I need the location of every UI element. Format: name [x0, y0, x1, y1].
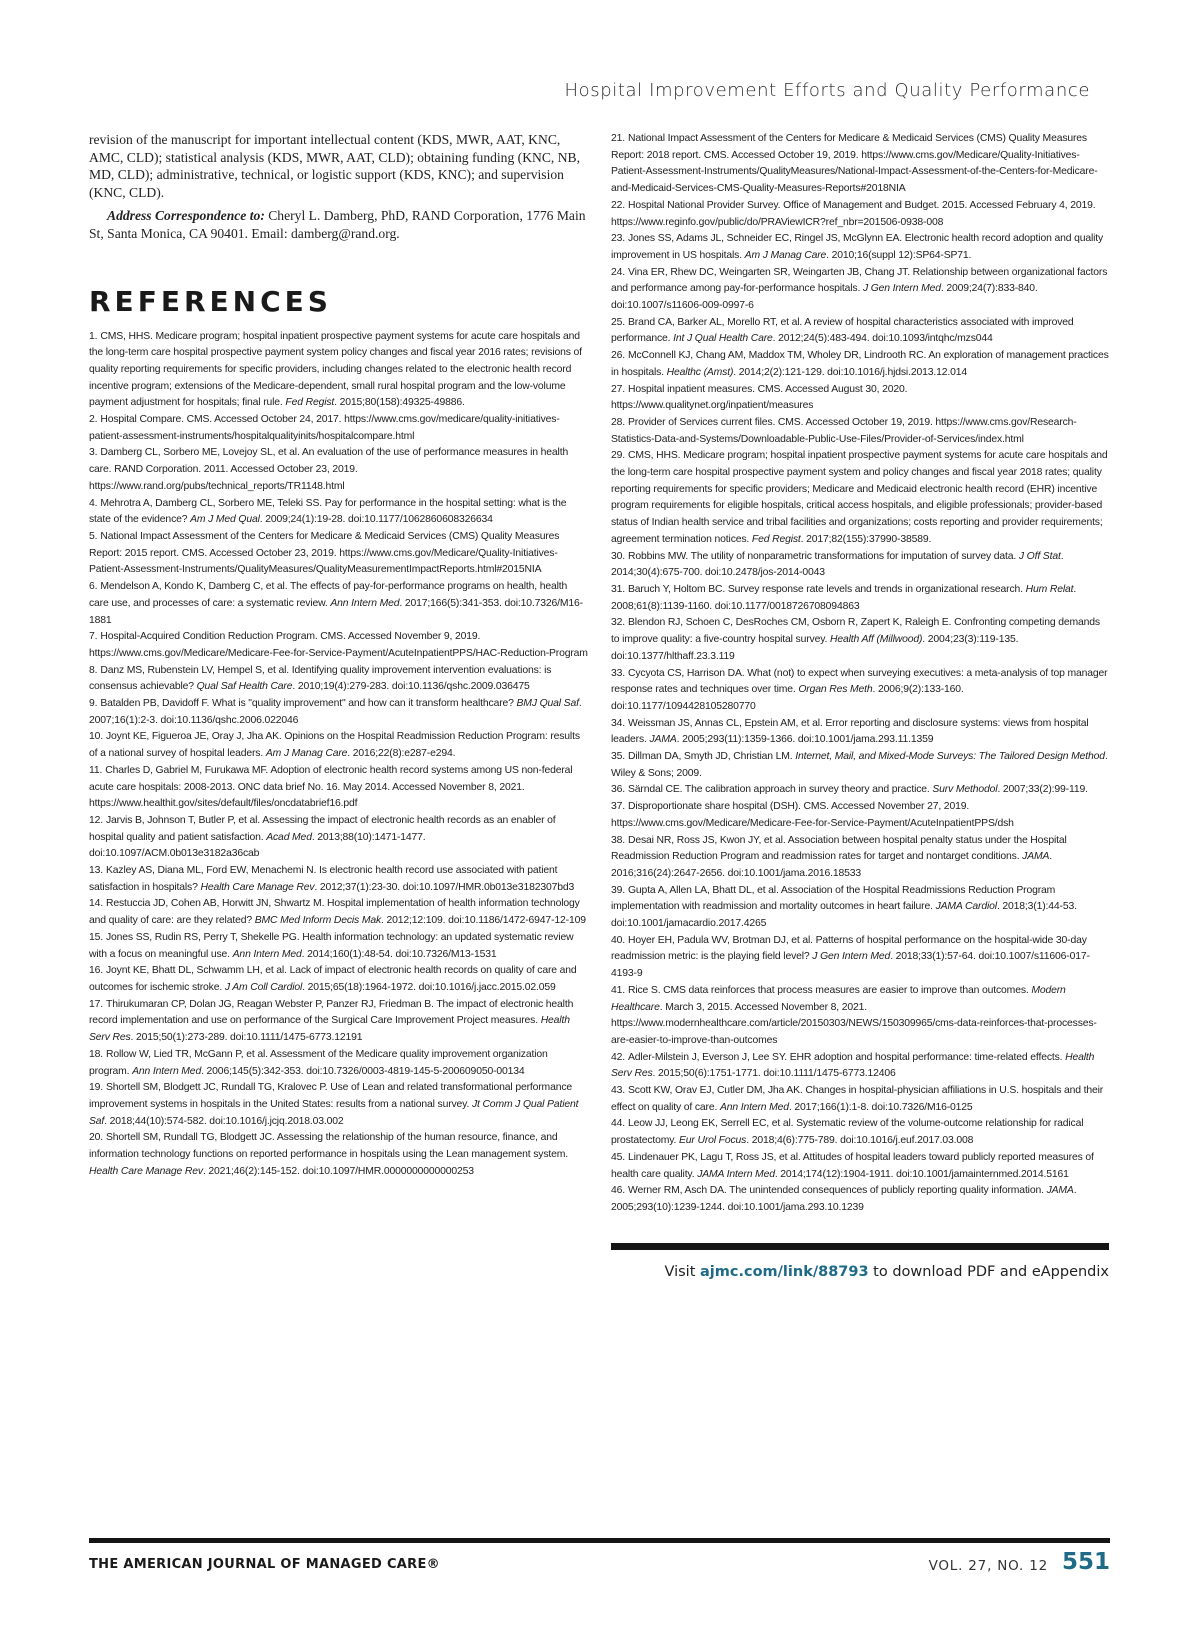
reference-text: Disproportionate share hospital (DSH). CMS. Accessed November 27, 2019. https://www.cms.gov/Medicare/Medicare-Fee-for-Service-Payment/AcuteInpatientPPS/dsh	[611, 801, 1014, 829]
correspondence	[89, 207, 589, 242]
reference-citation: . 2018;4(6):775-789. doi:10.1016/j.euf.2017.03.008	[746, 1135, 974, 1147]
correspondence-label: Address Correspondence to:	[107, 208, 265, 224]
reference-citation: . 2017;166(1):1-8. doi:10.7326/M16-0125	[788, 1101, 973, 1113]
reference-number: 33.	[611, 667, 625, 679]
reference-citation: . March 3, 2015. Accessed November 8, 2021. https://www.modernhealthcare.com/article/20150303/NEWS/150309965/cms-data-reinforces-that-processes-are-easier-to-improve-than-outcomes	[611, 1001, 1097, 1046]
reference-number: 18.	[89, 1048, 103, 1060]
reference-text: Blendon RJ, Schoen C, DesRoches CM, Osborn R, Zapert K, Raleigh E. Confronting competing demands to improve quality: a five-country hospital survey.	[611, 617, 1100, 646]
reference-number: 42.	[611, 1051, 625, 1063]
reference-item	[611, 1183, 1109, 1216]
reference-text: Dillman DA, Smyth JD, Christian LM.	[628, 751, 796, 763]
reference-citation: . 2015;50(6):1751-1771. doi:10.1111/1475-6773.12406	[652, 1068, 896, 1080]
reference-item	[89, 763, 589, 813]
reference-item	[611, 1116, 1109, 1149]
reference-item	[611, 1050, 1109, 1083]
reference-text: Thirukumaran CP, Dolan JG, Reagan Webster P, Panzer RJ, Friedman B. The impact of electronic health record implementation and use on performance of the Surgical Care Improvement Project measures.	[89, 998, 574, 1027]
journal-title: Eur Urol Focus	[679, 1135, 747, 1147]
reference-number: 3.	[89, 447, 98, 459]
article-link[interactable]: ajmc.com/link/88793	[700, 1263, 869, 1280]
reference-item	[611, 265, 1109, 315]
reference-item	[89, 863, 589, 896]
page-number: 551	[1061, 1549, 1110, 1575]
reference-number: 11.	[89, 764, 103, 776]
journal-title: Hum Relat	[1025, 583, 1074, 595]
reference-item	[89, 696, 589, 729]
reference-item	[611, 382, 1109, 415]
reference-item	[89, 663, 589, 696]
reference-item	[611, 315, 1109, 348]
journal-title: Modern Healthcare	[611, 984, 1066, 1013]
reference-item	[611, 782, 1109, 799]
journal-title: JAMA	[1022, 851, 1050, 863]
reference-number: 24.	[611, 266, 625, 278]
reference-number: 26.	[611, 350, 625, 362]
reference-citation: . Wiley & Sons; 2009.	[611, 751, 1108, 779]
reference-number: 13.	[89, 865, 103, 877]
reference-text: Vina ER, Rhew DC, Weingarten SR, Weingarten JB, Chang JT. Relationship between organizational factors and performance among pay-for-performance hospitals.	[611, 266, 1108, 295]
reference-text: Hospital-Acquired Condition Reduction Program. CMS. Accessed November 9, 2019. https://www.cms.gov/Medicare/Medicare-Fee-for-Service-Payment/AcuteInpatientPPS/HAC-Reduction-Program	[89, 631, 588, 659]
journal-title: Am J Manag Care	[265, 748, 348, 760]
author-contributions: revision of the manuscript for important intellectual content (KDS, MWR, AAT, KNC, AMC, CLD); statistical analysis (KDS, MWR, AAT, CLD); obtaining funding (KNC, NB, MD, CLD); administrative, technical, or logistic support (KDS, KNC); and supervision (KNC, CLD).	[89, 132, 580, 200]
reference-text: Adler-Milstein J, Everson J, Lee SY. EHR adoption and hospital performance: time-related effects.	[628, 1051, 1066, 1063]
reference-item	[611, 448, 1109, 548]
reference-citation: . 2004;23(3):119-135. doi:10.1377/hlthaff.23.3.119	[611, 634, 1019, 662]
reference-number: 32.	[611, 617, 625, 629]
reference-item	[611, 716, 1109, 749]
journal-title: BMJ Qual Saf	[516, 698, 579, 710]
reference-citation: . 2009;24(1):19-28. doi:10.1177/1062860608326634	[259, 514, 493, 526]
reference-number: 6.	[89, 581, 98, 593]
journal-title: Health Serv Res	[611, 1051, 1095, 1080]
reference-text: Gupta A, Allen LA, Bhatt DL, et al. Association of the Hospital Readmissions Reduction Program implementation with readmission and mortality outcomes in heart failure.	[611, 884, 1056, 913]
reference-item	[89, 329, 589, 413]
reference-number: 29.	[611, 450, 625, 462]
reference-text: Joynt KE, Figueroa JE, Oray J, Jha AK. Opinions on the Hospital Readmission Reduction Program: results of a national survey of hospital leaders.	[89, 731, 580, 760]
reference-item	[89, 579, 589, 629]
reference-item	[89, 896, 589, 929]
reference-number: 40.	[611, 934, 625, 946]
reference-number: 9.	[89, 698, 98, 710]
reference-citation: . 2015;50(1):273-289. doi:10.1111/1475-6773.12191	[130, 1032, 363, 1044]
reference-number: 37.	[611, 801, 625, 813]
reference-number: 12.	[89, 814, 103, 826]
reference-item	[611, 983, 1109, 1050]
reference-number: 4.	[89, 497, 98, 509]
reference-text: Hospital Compare. CMS. Accessed October 24, 2017. https://www.cms.gov/medicare/quality-initiatives-patient-assessment-instruments/hospitalqualityinits/hospitalcompare.html	[89, 414, 560, 442]
reference-citation: . 2018;44(10):574-582. doi:10.1016/j.jcjq.2018.03.002	[104, 1115, 344, 1127]
reference-item	[611, 348, 1109, 381]
reference-citation: . 2015;65(18):1964-1972. doi:10.1016/j.jacc.2015.02.059	[302, 981, 556, 993]
reference-text: Batalden PB, Davidoff F. What is "quality improvement" and how can it transform healthcare?	[100, 698, 517, 710]
reference-item	[611, 799, 1109, 832]
reference-item	[611, 933, 1109, 983]
reference-citation: . 2016;22(8):e287-e294.	[347, 748, 456, 760]
reference-citation: . 2017;82(155):37990-38589.	[800, 533, 932, 545]
reference-number: 15.	[89, 931, 103, 943]
reference-citation: . 2017;166(5):341-353. doi:10.7326/M16-1881	[89, 597, 583, 626]
journal-title: Health Care Manage Rev	[200, 881, 315, 893]
reference-number: 31.	[611, 583, 625, 595]
journal-title: Int J Qual Health Care	[673, 333, 773, 345]
reference-number: 44.	[611, 1118, 625, 1130]
journal-title: Qual Saf Health Care	[196, 681, 293, 693]
reference-number: 45.	[611, 1151, 625, 1163]
reference-text: National Impact Assessment of the Centers for Medicare & Medicaid Services (CMS) Quality Measures Report: 2018 report. CMS. Accessed October 19, 2019. https://www.cms.gov/Medicare/Quality-Initiatives-Patient-Assessment-Instruments/QualityMeasures/National-Impact-Assessment-of-the-Centers-for-Medicare-and-Medicaid-Services-CMS-Quality-Measures-Reports#2018NIA	[611, 133, 1098, 195]
reference-list-left	[89, 329, 589, 1181]
reference-item	[611, 1083, 1109, 1116]
reference-citation: . 2006;9(2):133-160. doi:10.1177/1094428105280770	[611, 684, 964, 712]
reference-citation: . 2008;61(8):1139-1160. doi:10.1177/0018726708094863	[611, 583, 1077, 612]
reference-number: 43.	[611, 1085, 625, 1097]
reference-number: 27.	[611, 383, 625, 395]
reference-text: Cycyota CS, Harrison DA. What (not) to expect when surveying executives: a meta-analysis of top manager response rates and techniques over time.	[611, 667, 1108, 696]
reference-item	[611, 1150, 1109, 1183]
reference-number: 46.	[611, 1185, 625, 1197]
reference-number: 39.	[611, 884, 625, 896]
reference-item	[611, 883, 1109, 933]
journal-title: Organ Res Meth	[798, 684, 873, 696]
running-title: Hospital Improvement Efforts and Quality Performance	[564, 80, 1090, 101]
reference-citation: . 2013;88(10):1471-1477. doi:10.1097/ACM.0b013e3182a36cab	[89, 831, 426, 860]
download-notice	[611, 1243, 1109, 1280]
reference-text: Werner RM, Asch DA. The unintended consequences of publicly reporting quality information.	[628, 1185, 1047, 1197]
reference-number: 8.	[89, 664, 98, 676]
reference-text: Jones SS, Adams JL, Schneider EC, Ringel JS, McGlynn EA. Electronic health record adoption and quality improvement in US hospitals.	[611, 233, 1104, 261]
reference-citation: . 2021;46(2):145-152. doi:10.1097/HMR.0000000000000253	[202, 1165, 474, 1177]
reference-citation: . 2007;16(1):2-3. doi:10.1136/qshc.2006.022046	[89, 698, 582, 726]
reference-number: 25.	[611, 316, 625, 328]
reference-number: 16.	[89, 965, 103, 977]
reference-text: Desai NR, Ross JS, Kwon JY, et al. Association between hospital penalty status under the Hospital Readmission Reduction Program and readmission rates for target and nontarget conditions.	[611, 834, 1067, 863]
journal-title: J Off Stat	[1018, 550, 1061, 562]
reference-number: 10.	[89, 731, 103, 743]
reference-text: Hoyer EH, Padula WV, Brotman DJ, et al. Patterns of hospital performance on the hospital-wide 30-day readmission metric: is the playing field level?	[611, 934, 1087, 963]
reference-item	[611, 549, 1109, 582]
reference-item	[611, 833, 1109, 883]
reference-citation: . 2012;24(5):483-494. doi:10.1093/intqhc/mzs044	[772, 333, 993, 345]
correspondence-text: Cheryl L. Damberg, PhD, RAND Corporation, 1776 Main St, Santa Monica, CA 90401. Email: damberg@rand.org.	[89, 208, 586, 241]
reference-number: 17.	[89, 998, 103, 1010]
reference-text: Rollow W, Lied TR, McGann P, et al. Assessment of the Medicare quality improvement organization program.	[89, 1048, 548, 1077]
reference-citation: . 2005;293(11):1359-1366. doi:10.1001/jama.293.11.1359	[676, 734, 934, 746]
journal-title: Ann Intern Med	[232, 948, 302, 960]
reference-citation: . 2014;2(2):121-129. doi:10.1016/j.hjdsi.2013.12.014	[733, 366, 967, 378]
reference-item	[89, 1047, 589, 1080]
journal-title: Internet, Mail, and Mixed-Mode Surveys: The Tailored Design Method	[795, 751, 1105, 763]
reference-item	[89, 629, 589, 662]
journal-title: J Am Coll Cardiol	[224, 981, 303, 993]
reference-number: 2.	[89, 414, 98, 426]
journal-title: JAMA	[1046, 1185, 1074, 1197]
volume-issue: VOL. 27, NO. 12	[928, 1558, 1048, 1574]
reference-citation: . 2018;3(1):44-53. doi:10.1001/jamacardio.2017.4265	[611, 901, 1077, 930]
reference-citation: . 2014;174(12):1904-1911. doi:10.1001/jamainternmed.2014.5161	[774, 1168, 1069, 1180]
reference-number: 19.	[89, 1082, 103, 1094]
reference-text: Leow JJ, Leong EK, Serrell EC, et al. Systematic review of the volume-outcome relationship for radical prostatectomy.	[611, 1118, 1084, 1147]
reference-text: Shortell SM, Blodgett JC, Rundall TG, Kralovec P. Use of Lean and related transformational performance improvement systems in hospitals in the United States: results from a national survey.	[89, 1082, 572, 1110]
reference-number: 38.	[611, 834, 625, 846]
reference-number: 41.	[611, 984, 625, 996]
journal-title: Health Serv Res	[89, 1015, 570, 1044]
journal-title: Am J Med Qual	[190, 514, 260, 526]
reference-number: 23.	[611, 233, 625, 245]
reference-item	[611, 582, 1109, 615]
reference-text: Charles D, Gabriel M, Furukawa MF. Adoption of electronic health record systems among US non-federal acute care hospitals: 2008-2013. ONC data brief No. 16. May 2014. Accessed November 8, 2021. https://www.healthit.gov/sites/default/files/oncdatabrief16.pdf	[89, 764, 573, 810]
reference-item	[89, 997, 589, 1047]
journal-title: BMC Med Inform Decis Mak	[254, 915, 382, 927]
journal-title: J Gen Intern Med	[862, 283, 941, 295]
journal-title: Surv Methodol	[932, 784, 998, 796]
reference-text: Hospital National Provider Survey. Office of Management and Budget. 2015. Accessed February 4, 2019. https://www.reginfo.gov/public/do/PRAViewICR?ref_nbr=201506-0938-008	[611, 199, 1096, 228]
reference-text: Damberg CL, Sorbero ME, Lovejoy SL, et al. An evaluation of the use of performance measures in health care. RAND Corporation. 2011. Accessed October 23, 2019. https://www.rand.org/pubs/technical_reports/TR1148.html	[89, 447, 569, 492]
reference-text: Mendelson A, Kondo K, Damberg C, et al. The effects of pay-for-performance programs on health, health care use, and processes of care: a systematic review.	[89, 581, 568, 609]
journal-title: Health Aff (Millwood)	[829, 634, 923, 646]
reference-text: Brand CA, Barker AL, Morello RT, et al. A review of hospital characteristics associated with improved performance.	[611, 316, 1074, 345]
reference-number: 21.	[611, 133, 625, 144]
reference-text: Lindenauer PK, Lagu T, Ross JS, et al. Attitudes of hospital leaders toward publicly reported measures of health care quality.	[611, 1151, 1094, 1180]
journal-title: Am J Manag Care	[744, 249, 827, 261]
reference-item	[89, 729, 589, 762]
reference-text: McConnell KJ, Chang AM, Maddox TM, Wholey DR, Lindrooth RC. An exploration of management practices in hospitals.	[611, 350, 1109, 378]
journal-title: Ann Intern Med	[330, 597, 400, 609]
reference-item	[89, 1080, 589, 1130]
journal-title: Jt Comm J Qual Patient Saf	[89, 1098, 579, 1127]
reference-text: Baruch Y, Holtom BC. Survey response rate levels and trends in organizational research.	[628, 583, 1026, 595]
reference-item	[611, 131, 1109, 198]
journal-title: Fed Regist	[751, 533, 801, 545]
reference-item	[89, 930, 589, 963]
journal-title: JAMA Intern Med	[697, 1168, 775, 1180]
reference-text: Jones SS, Rudin RS, Perry T, Shekelle PG. Health information technology: an updated systematic review with a focus on meaningful use.	[89, 931, 574, 960]
reference-item	[89, 1130, 589, 1180]
reference-text: Robbins MW. The utility of nonparametric transformations for imputation of survey data.	[628, 550, 1019, 562]
reference-number: 22.	[611, 199, 625, 211]
reference-citation: . 2014;30(4):675-700. doi:10.2478/jos-2014-0043	[611, 550, 1064, 579]
reference-item	[611, 415, 1109, 448]
reference-text: Rice S. CMS data reinforces that process measures are easier to improve than outcomes.	[628, 984, 1032, 996]
reference-item	[611, 231, 1109, 264]
references-heading: REFERENCES	[89, 284, 332, 318]
journal-title: Fed Regist	[285, 397, 335, 409]
journal-title: Acad Med	[266, 831, 312, 843]
reference-text: Provider of Services current files. CMS. Accessed October 19, 2019. https://www.cms.gov/Research-Statistics-Data-and-Systems/Downloadable-Public-Use-Files/Provider-of-Services/index.html	[611, 416, 1077, 445]
left-column	[89, 131, 589, 1180]
reference-citation: . 2012;12:109. doi:10.1186/1472-6947-12-109	[381, 915, 586, 927]
reference-number: 28.	[611, 416, 625, 428]
reference-number: 30.	[611, 550, 625, 562]
reference-text: Hospital inpatient measures. CMS. Accessed August 30, 2020. https://www.qualitynet.org/inpatient/measures	[611, 383, 908, 412]
journal-title: Ann Intern Med	[719, 1101, 789, 1113]
reference-number: 1.	[89, 330, 98, 342]
reference-item	[611, 615, 1109, 665]
reference-citation: . 2012;37(1):23-30. doi:10.1097/HMR.0b013e3182307bd3	[314, 881, 575, 893]
reference-text: Restuccia JD, Cohen AB, Horwitt JN, Shwartz M. Hospital implementation of health information technology and quality of care: are they related?	[89, 898, 580, 927]
reference-citation: . 2010;16(suppl 12):SP64-SP71.	[826, 249, 972, 261]
journal-title: Ann Intern Med	[132, 1065, 202, 1077]
reference-text: Jarvis B, Johnson T, Butler P, et al. Assessing the impact of electronic health records as an enabler of hospital quality and patient satisfaction.	[89, 814, 556, 843]
reference-item	[89, 445, 589, 495]
reference-item	[89, 963, 589, 996]
reference-citation: . 2018;33(1):57-64. doi:10.1007/s11606-017-4193-9	[611, 951, 1090, 980]
reference-item	[611, 666, 1109, 716]
download-suffix: to download PDF and eAppendix	[868, 1263, 1109, 1280]
reference-text: Särndal CE. The calibration approach in survey theory and practice.	[628, 784, 933, 796]
reference-number: 7.	[89, 631, 98, 643]
reference-citation: . 2005;293(10):1239-1244. doi:10.1001/jama.293.10.1239	[611, 1185, 1077, 1213]
reference-number: 5.	[89, 531, 98, 542]
reference-citation: . 2009;24(7):833-840. doi:10.1007/s11606-009-0997-6	[611, 283, 1038, 312]
reference-number: 14.	[89, 898, 103, 910]
reference-list-right	[611, 131, 1109, 1217]
reference-number: 35.	[611, 751, 625, 763]
reference-citation: . 2007;33(2):99-119.	[997, 784, 1088, 796]
reference-text: National Impact Assessment of the Centers for Medicare & Medicaid Services (CMS) Quality Measures Report: 2015 report. CMS. Accessed October 23, 2019. https://www.cms.gov/Medicare/Quality-Initiatives-Patient-Assessment-Instruments/QualityMeasures/QualityMeasurementImpactReports.html#2015NIA	[89, 531, 560, 576]
reference-item	[611, 749, 1109, 782]
reference-text: CMS, HHS. Medicare program; hospital inpatient prospective payment systems for acute care hospitals and the long-term care hospital prospective payment system policy changes and fiscal year 2016 rates; revisions of quality reporting requirements for specific providers, including changes related to the electronic health record incentive program; extensions of the Medicare-dependent, small rural hospital program and the low-volume payment adjustment for hospitals; final rule.	[89, 330, 582, 409]
journal-title: JAMA Cardiol	[935, 901, 997, 913]
reference-citation: . 2010;19(4):279-283. doi:10.1136/qshc.2009.036475	[292, 681, 530, 693]
reference-citation: . 2016;316(24):2647-2656. doi:10.1001/jama.2016.18533	[611, 851, 1053, 879]
reference-text: Danz MS, Rubenstein LV, Hempel S, et al. Identifying quality improvement intervention evaluations: is consensus achievable?	[89, 664, 552, 693]
journal-name: THE AMERICAN JOURNAL OF MANAGED CARE®	[89, 1557, 440, 1572]
journal-title: Health Care Manage Rev	[89, 1165, 203, 1177]
journal-title: JAMA	[649, 734, 677, 746]
journal-title: J Gen Intern Med	[812, 951, 891, 963]
download-prefix: Visit	[664, 1263, 700, 1280]
journal-title: Healthc (Amst)	[666, 366, 734, 378]
reference-citation: . 2014;160(1):48-54. doi:10.7326/M13-1531	[301, 948, 497, 960]
reference-text: Weissman JS, Annas CL, Epstein AM, et al. Error reporting and disclosure systems: views from hospital leaders.	[611, 717, 1089, 746]
reference-text: Shortell SM, Rundall TG, Blodgett JC. Assessing the relationship of the human resource, finance, and information technology functions on reported performance in hospitals using the Lean management system.	[89, 1132, 568, 1161]
reference-text: Joynt KE, Bhatt DL, Schwamm LH, et al. Lack of impact of electronic health records on quality of care and outcomes for ischemic stroke.	[89, 965, 577, 993]
reference-number: 20.	[89, 1132, 103, 1144]
page-footer	[89, 1538, 1110, 1593]
right-column	[611, 131, 1109, 1280]
reference-text: Scott KW, Orav EJ, Cutler DM, Jha AK. Changes in hospital-physician affiliations in U.S. hospitals and their effect on quality of care.	[611, 1085, 1104, 1113]
reference-item	[89, 813, 589, 863]
reference-item	[89, 529, 589, 579]
reference-item	[89, 412, 589, 445]
reference-number: 34.	[611, 717, 625, 729]
reference-citation: . 2006;145(5):342-353. doi:10.7326/0003-4819-145-5-200609050-00134	[201, 1065, 525, 1077]
reference-number: 36.	[611, 784, 625, 796]
reference-text: CMS, HHS. Medicare program; hospital inpatient prospective payment systems for acute care hospitals and the long-term care hospital prospective payment system and policy changes and fiscal year 2018 rates; quality reporting requirements for specific providers; Medicare and Medicaid electronic health record (EHR) incentive program requirements for eligible hospitals, critical access hospitals, and eligible professionals; provider-based status of Indian health service and tribal facilities and organizations; costs reporting and provider requirements; agreement termination notices.	[611, 450, 1108, 545]
reference-citation: . 2015;80(158):49325-49886.	[334, 397, 465, 409]
reference-item	[611, 198, 1109, 231]
reference-text: Kazley AS, Diana ML, Ford EW, Menachemi N. Is electronic health record use associated with patient satisfaction in hospitals?	[89, 865, 558, 893]
reference-text: Mehrotra A, Damberg CL, Sorbero ME, Teleki SS. Pay for performance in the hospital setting: what is the state of the evidence?	[89, 497, 567, 526]
reference-item	[89, 496, 589, 529]
